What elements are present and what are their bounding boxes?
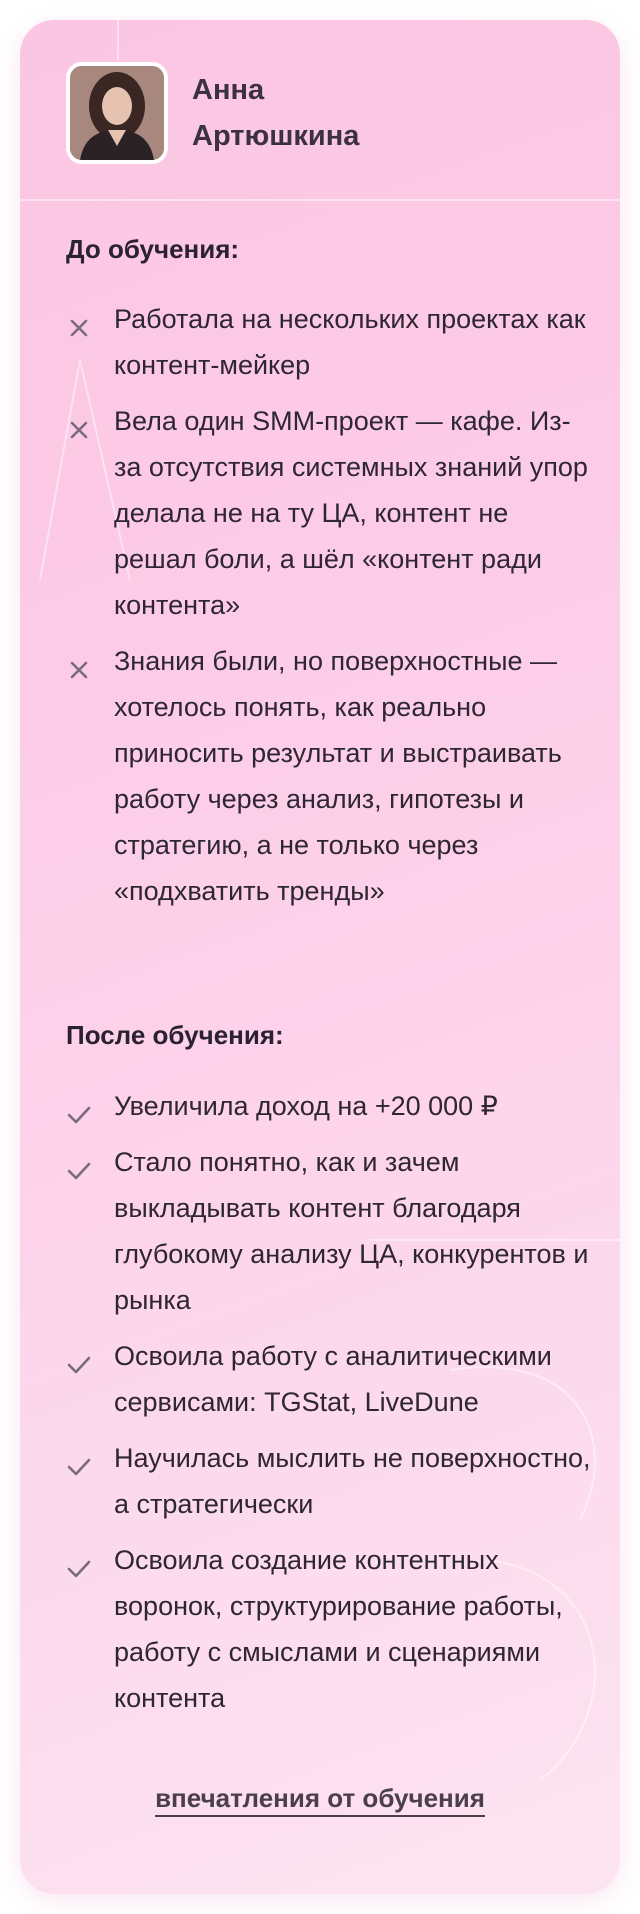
before-item-text: Знания были, но поверхностные — хотелось понять, как реально приносить результат и выстраивать работу через анализ, гипотезы и стратегию, а не только через «подхватить тренды» <box>114 646 562 906</box>
after-item-text: Научилась мыслить не поверхностно, а стратегически <box>114 1443 591 1519</box>
check-icon <box>66 1151 92 1175</box>
before-list-item <box>66 398 596 628</box>
check-icon <box>66 1345 92 1369</box>
before-title: До обучения: <box>66 234 240 264</box>
last-name: Артюшкина <box>192 120 360 152</box>
cross-icon <box>66 650 92 674</box>
check-icon <box>66 1095 92 1119</box>
before-item-text: Работала на нескольких проектах как контент-мейкер <box>114 304 586 380</box>
after-list-item <box>66 1333 596 1425</box>
before-list-item <box>66 296 596 388</box>
after-list-item <box>66 1537 596 1721</box>
cross-icon <box>66 308 92 332</box>
after-list-item <box>66 1435 596 1527</box>
after-list <box>66 1083 596 1731</box>
after-item-text: Освоила создание контентных воронок, структурирование работы, работу с смыслами и сценариями контента <box>114 1545 563 1713</box>
impressions-link[interactable]: впечатления от обучения <box>155 1783 485 1817</box>
first-name: Анна <box>192 74 265 106</box>
check-icon <box>66 1549 92 1573</box>
testimonial-card <box>20 20 620 1894</box>
person-photo-icon <box>70 66 164 160</box>
check-icon <box>66 1447 92 1471</box>
avatar <box>66 62 168 164</box>
after-item-text: Стало понятно, как и зачем выкладывать контент благодаря глубокому анализу ЦА, конкурентов и рынка <box>114 1147 589 1315</box>
profile-header <box>66 62 492 164</box>
after-item-text: Освоила работу с аналитическими сервисами: TGStat, LiveDune <box>114 1341 552 1417</box>
after-item-text: Увеличила доход на +20 000 ₽ <box>114 1091 498 1121</box>
before-item-text: Вела один SMM-проект — кафе. Из-за отсутствия системных знаний упор делала не на ту ЦА, контент не решал боли, а шёл «контент ради контента» <box>114 406 588 620</box>
after-list-item <box>66 1083 596 1129</box>
person-name <box>192 67 492 159</box>
before-list-item <box>66 638 596 914</box>
before-list <box>66 296 596 924</box>
cta-container <box>20 1783 620 1814</box>
after-list-item <box>66 1139 596 1323</box>
after-title: После обучения: <box>66 1020 284 1050</box>
cross-icon <box>66 410 92 434</box>
